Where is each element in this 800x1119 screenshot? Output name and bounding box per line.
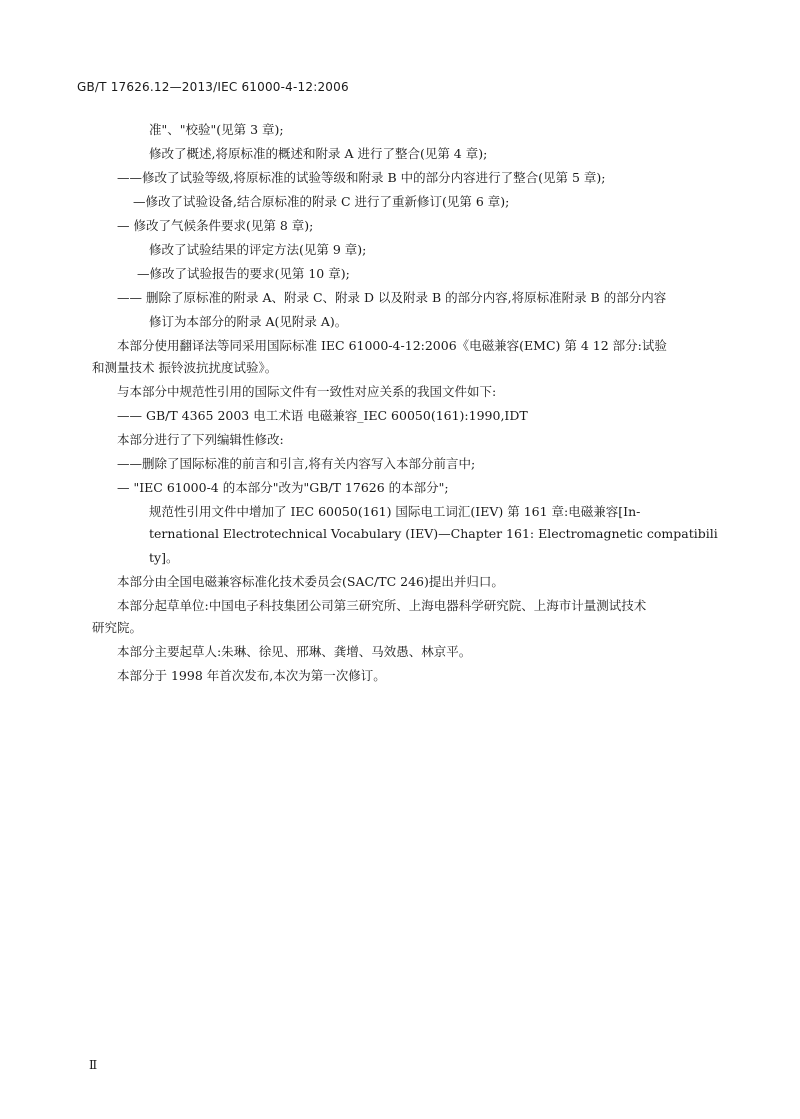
change-item: ——修改了试验等级,将原标准的试验等级和附录 B 中的部分内容进行了整合(见第 5 章);	[117, 170, 606, 185]
change-item: 修改了试验结果的评定方法(见第 9 章);	[149, 242, 367, 257]
standard-header: GB/T 17626.12—2013/IEC 61000-4-12:2006	[77, 80, 349, 94]
editorial-item-continued: ternational Electrotechnical Vocabulary (IEV)—Chapter 161: Electromagnetic compatibili	[149, 526, 718, 541]
change-item: —修改了试验报告的要求(见第 10 章);	[137, 266, 350, 281]
change-item: —修改了试验设备,结合原标准的附录 C 进行了重新修订(见第 6 章);	[133, 194, 510, 209]
drafting-org-continued: 研究院。	[92, 620, 143, 635]
drafters-statement: 本部分主要起草人:朱琳、徐见、邢琳、龚增、马效愚、林京平。	[117, 644, 472, 659]
proposer-statement: 本部分由全国电磁兼容标准化技术委员会(SAC/TC 246)提出并归口。	[117, 574, 504, 589]
editorial-item-continued: ty]。	[149, 550, 179, 565]
translation-paragraph-continued: 和测量技术 振铃波抗扰度试验》。	[92, 360, 278, 375]
translation-paragraph: 本部分使用翻译法等同采用国际标准 IEC 61000-4-12:2006《电磁兼容(EMC) 第 4 12 部分:试验	[117, 338, 667, 353]
change-item: 准"、"校验"(见第 3 章);	[149, 122, 284, 137]
change-item: — 修改了气候条件要求(见第 8 章);	[117, 218, 314, 233]
correspondence-intro: 与本部分中规范性引用的国际文件有一致性对应关系的我国文件如下:	[117, 384, 497, 399]
change-item: —— 删除了原标准的附录 A、附录 C、附录 D 以及附录 B 的部分内容,将原标准附录 B 的部分内容	[117, 290, 667, 305]
editorial-item: — "IEC 61000-4 的本部分"改为"GB/T 17626 的本部分";	[117, 480, 449, 495]
correspondence-item: —— GB/T 4365 2003 电工术语 电磁兼容_IEC 60050(161):1990,IDT	[117, 408, 528, 423]
editorial-item: ——删除了国际标准的前言和引言,将有关内容写入本部分前言中;	[117, 456, 476, 471]
editorial-item: 规范性引用文件中增加了 IEC 60050(161) 国际电工词汇(IEV) 第 161 章:电磁兼容[In-	[149, 504, 641, 519]
history-statement: 本部分于 1998 年首次发布,本次为第一次修订。	[117, 668, 386, 683]
change-item-continued: 修订为本部分的附录 A(见附录 A)。	[149, 314, 348, 329]
page-number: Ⅱ	[89, 1058, 98, 1072]
editorial-intro: 本部分进行了下列编辑性修改:	[117, 432, 284, 447]
change-item: 修改了概述,将原标准的概述和附录 A 进行了整合(见第 4 章);	[149, 146, 488, 161]
drafting-org-statement: 本部分起草单位:中国电子科技集团公司第三研究所、上海电器科学研究院、上海市计量测试技术	[117, 598, 647, 613]
